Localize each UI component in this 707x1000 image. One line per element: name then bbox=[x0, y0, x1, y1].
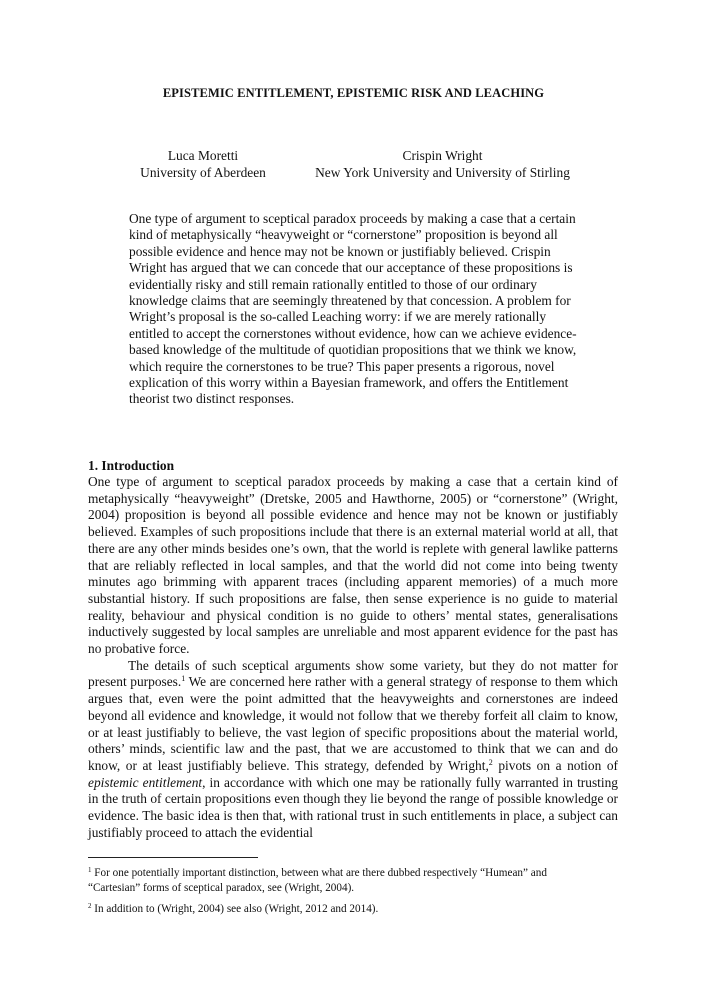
footnote-2 bbox=[88, 902, 598, 917]
footnote-1 bbox=[88, 866, 598, 895]
author-name: Luca Moretti bbox=[167, 148, 239, 163]
body-text bbox=[88, 474, 618, 841]
footnote-text: For one potentially important distinction, between what are there dubbed respectively “Humean” and “Cartesian” forms of sceptical paradox, see (Wright, 2004). bbox=[88, 867, 547, 894]
author-affiliation: University of Aberdeen bbox=[140, 165, 266, 180]
footnote-ref-2[interactable]: 2 bbox=[488, 757, 493, 767]
paragraph-2-text: pivots on a notion of bbox=[492, 757, 618, 773]
paragraph-2-text: We are concerned here rather with a general strategy of response to them which argues that, even were the point admitted that the heavyweights and cornerstones are indeed beyond all evidence and knowledge, it would not follow that we thereby forfeit all claim to know, or at least justifiably to believe, the vast legion of specific propositions about the material world, others’ minds, scientific law and the past, that we are accustomed to think that we can and do know, or at least justifiably believe. This strategy, defended by Wright, bbox=[88, 674, 618, 773]
paragraph-2 bbox=[88, 658, 618, 842]
footnote-mark: 2 bbox=[88, 902, 92, 910]
paragraph-2-text: , in accordance with which one may be rationally fully warranted in trusting in the truth of certain propositions even though they lie beyond the range of possible knowledge or evidence. The basic idea is then that, with rational trust in such entitlements in place, a subject can justifiably proceed to attach the evidential bbox=[88, 774, 618, 840]
abstract: One type of argument to sceptical paradox proceeds by making a case that a certain kind of metaphysically “heavyweight or “cornerstone” proposition is beyond all possible evidence and hence may not be known or justifiably believed. Crispin Wright has argued that we can concede that our acceptance of these propositions is evidentially risky and still remain rationally entitled to those of our ordinary knowledge claims that are seemingly threatened by that concession. A problem for Wright’s proposal is the so-called Leaching worry: if we are merely rationally entitled to accept the cornerstones without evidence, how can we achieve evidence-based knowledge of the multitude of quotidian propositions that we think we know, which require the cornerstones to be true? This paper presents a rigorous, novel explication of this worry within a Bayesian framework, and offers the Entitlement theorist two distinct responses. bbox=[129, 211, 577, 407]
footnote-divider bbox=[88, 857, 258, 858]
paragraph-2-text: The details of such sceptical arguments show some variety, but they do not matter for present purposes. bbox=[88, 657, 618, 690]
author-name: Crispin Wright bbox=[402, 148, 483, 163]
footnote-ref-1[interactable]: 1 bbox=[181, 674, 186, 684]
paper-title: EPISTEMIC ENTITLEMENT, EPISTEMIC RISK AND LEACHING bbox=[162, 86, 545, 100]
author-affiliation: New York University and University of Stirling bbox=[315, 165, 570, 180]
author-block-wright bbox=[300, 147, 585, 181]
footnote-mark: 1 bbox=[88, 866, 92, 874]
author-block-moretti bbox=[118, 147, 288, 181]
section-heading-introduction: 1. Introduction bbox=[88, 458, 175, 473]
emphasis-epistemic-entitlement: epistemic entitlement bbox=[88, 774, 203, 790]
paragraph-1: One type of argument to sceptical paradox proceeds by making a case that a certain kind of metaphysically “heavyweight” (Dretske, 2005 and Hawthorne, 2005) or “cornerstone” (Wright, 2004) proposition is beyond all possible evidence and hence may not be known or justifiably believed. Examples of such propositions include that there is an external material world at all, that there are any other minds besides one’s own, that the world is replete with general lawlike patterns that are reliably reflected in local samples, and that the world did not come into being twenty minutes ago brimming with apparent traces (including apparent memories) of a much more substantial history. If such propositions are false, then sense experience is no guide to material reality, behaviour and physical condition is no guide to others’ mental states, generalisations inductively suggested by local samples are unreliable and most apparent evidence for the past has no probative force. bbox=[88, 474, 618, 657]
footnote-text: In addition to (Wright, 2004) see also (Wright, 2012 and 2014). bbox=[94, 903, 379, 915]
